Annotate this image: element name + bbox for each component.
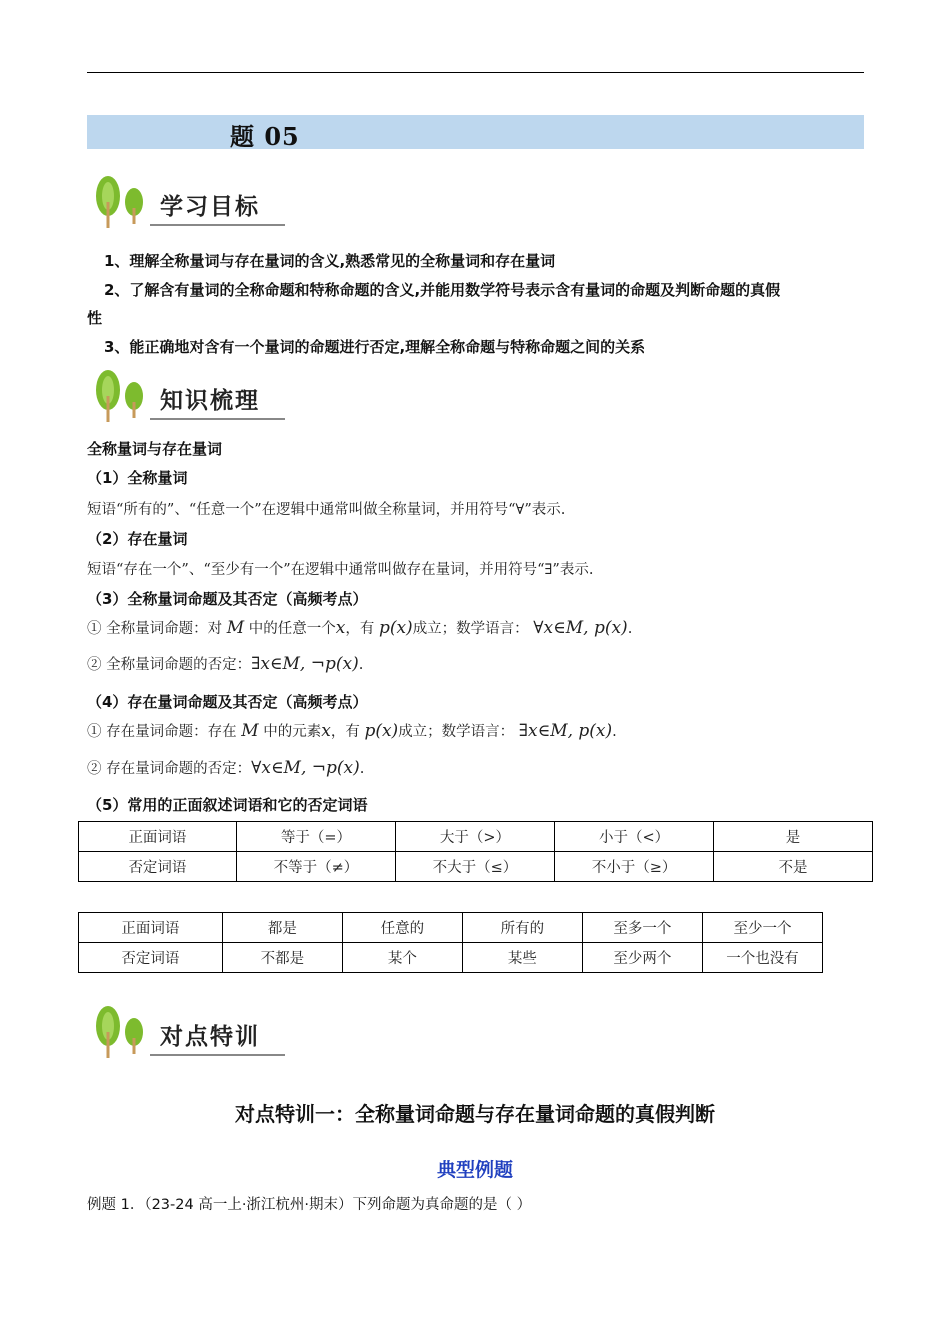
section-header-knowledge <box>90 366 290 426</box>
p5-title: （5）常用的正面叙述词语和它的否定词语 <box>87 796 368 814</box>
section-label: 知识梳理 <box>160 388 260 414</box>
p3-line2: ② 全称量词命题的否定：∃x∈M, ¬p(x). <box>87 654 364 674</box>
table-cell: 某些 <box>462 943 582 973</box>
table-cell: 一个也没有 <box>702 943 822 973</box>
table-cell: 不是 <box>714 852 873 882</box>
p3-title: （3）全称量词命题及其否定（高频考点） <box>87 590 368 608</box>
table-cell: 都是 <box>222 913 342 943</box>
p4-title: （4）存在量词命题及其否定（高频考点） <box>87 693 368 711</box>
word-table-1 <box>78 821 873 882</box>
section-underline <box>150 1054 285 1056</box>
section-header-goals <box>90 172 290 232</box>
table-cell: 至多一个 <box>582 913 702 943</box>
table-cell: 所有的 <box>462 913 582 943</box>
table-row <box>79 822 873 852</box>
table-cell: 否定词语 <box>79 943 223 973</box>
table-row <box>79 852 873 882</box>
table-cell: 正面词语 <box>79 822 237 852</box>
tree-icon <box>90 366 152 424</box>
table-cell: 不都是 <box>222 943 342 973</box>
table-cell: 至少一个 <box>702 913 822 943</box>
page-title: 题 05 <box>230 122 300 151</box>
header-rule <box>87 72 864 73</box>
p1-title: （1）全称量词 <box>87 469 188 487</box>
goal-3: 3、能正确地对含有一个量词的命题进行否定,理解全称命题与特称命题之间的关系 <box>104 338 646 356</box>
p4-line1: ① 存在量词命题：存在 M 中的元素x，有 p(x)成立；数学语言： ∃x∈M, p(x). <box>87 721 617 741</box>
section-underline <box>150 418 285 420</box>
table-cell: 不大于（≤） <box>395 852 554 882</box>
table-cell: 至少两个 <box>582 943 702 973</box>
table-cell: 不小于（≥） <box>555 852 714 882</box>
table-cell: 小于（<） <box>555 822 714 852</box>
table-cell: 是 <box>714 822 873 852</box>
example-1: 例题 1．（23-24 高一上·浙江杭州·期末）下列命题为真命题的是（ ） <box>87 1197 532 1213</box>
example-heading: 典型例题 <box>436 1159 513 1181</box>
table-cell: 否定词语 <box>79 852 237 882</box>
p4-line2: ② 存在量词命题的否定：∀x∈M, ¬p(x). <box>87 758 365 778</box>
tree-icon <box>90 172 152 230</box>
table-cell: 等于（=） <box>236 822 395 852</box>
table-cell: 大于（>） <box>395 822 554 852</box>
table-row <box>79 943 823 973</box>
tree-icon <box>90 1002 152 1060</box>
goal-1: 1、理解全称量词与存在量词的含义,熟悉常见的全称量词和存在量词 <box>104 252 556 270</box>
p1-text: 短语“所有的”、“任意一个”在逻辑中通常叫做全称量词，并用符号“∀”表示. <box>87 502 566 518</box>
p2-title: （2）存在量词 <box>87 530 188 548</box>
knowledge-heading: 全称量词与存在量词 <box>87 440 223 458</box>
section-header-training <box>90 1002 290 1062</box>
goal-2: 2、了解含有量词的全称命题和特称命题的含义,并能用数学符号表示含有量词的命题及判断命题的真假 <box>104 281 781 299</box>
goal-2-cont: 性 <box>87 309 103 327</box>
table-cell: 任意的 <box>342 913 462 943</box>
p2-text: 短语“存在一个”、“至少有一个”在逻辑中通常叫做存在量词，并用符号“∃”表示. <box>87 562 594 578</box>
training-heading: 对点特训一：全称量词命题与存在量词命题的真假判断 <box>235 1102 715 1126</box>
table-cell: 正面词语 <box>79 913 223 943</box>
section-underline <box>150 224 285 226</box>
table-cell: 不等于（≠） <box>236 852 395 882</box>
section-label: 学习目标 <box>160 194 260 220</box>
table-cell: 某个 <box>342 943 462 973</box>
word-table-2 <box>78 912 823 973</box>
table-row <box>79 913 823 943</box>
title-bar <box>87 115 864 149</box>
section-label: 对点特训 <box>160 1024 260 1050</box>
p3-line1: ① 全称量词命题：对 M 中的任意一个x，有 p(x)成立；数学语言： ∀x∈M, p(x). <box>87 618 633 638</box>
